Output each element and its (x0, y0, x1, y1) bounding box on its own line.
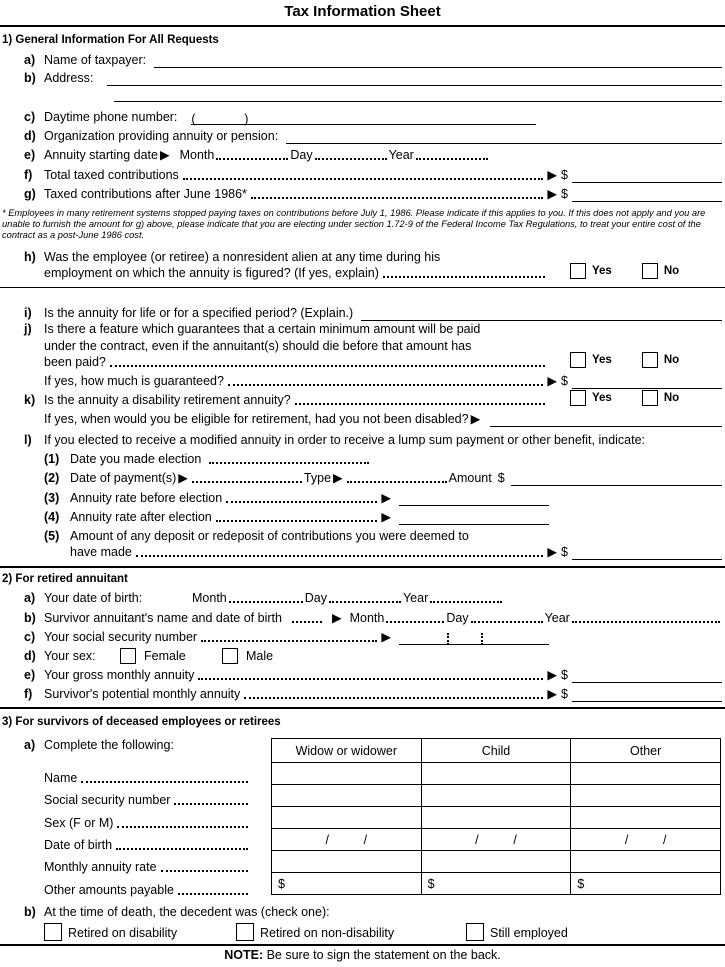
table-cell[interactable] (421, 785, 571, 807)
table-cell[interactable]: / / (421, 829, 571, 851)
address-field-2[interactable] (114, 90, 722, 102)
column-header: Child (421, 739, 571, 763)
year-label: Year (544, 611, 570, 625)
year-label: Year (402, 591, 429, 605)
item-letter: a) (24, 53, 36, 67)
guarantee-yes-checkbox[interactable] (570, 352, 586, 368)
arrow-icon: ▶ (381, 510, 391, 524)
annuity-period-label: Is the annuity for life or for a specified period? (Explain.) (44, 306, 354, 320)
arrow-icon: ▶ (547, 545, 558, 559)
eligibility-field[interactable] (490, 415, 722, 427)
annuity-period-field[interactable] (361, 309, 722, 321)
table-cell[interactable] (571, 807, 721, 829)
table-row (272, 807, 721, 829)
organization-label: Organization providing annuity or pension: (44, 129, 279, 143)
type-field[interactable] (347, 481, 447, 483)
table-cell[interactable] (571, 785, 721, 807)
item-letter: a) (24, 591, 36, 605)
table-cell[interactable] (571, 851, 721, 873)
guarantee-question-line3: been paid? (44, 355, 106, 369)
day-field[interactable] (315, 158, 387, 160)
month-label: Month (349, 611, 385, 625)
gross-annuity-label: Your gross monthly annuity (44, 668, 195, 682)
male-label: Male (246, 649, 274, 663)
female-label: Female (144, 649, 186, 663)
disability-label: Is the annuity a disability retirement annuity? (44, 393, 291, 407)
month-field[interactable] (216, 158, 288, 160)
rate-before-field[interactable] (399, 494, 549, 506)
currency: $ (561, 187, 568, 201)
amount-field[interactable] (511, 474, 722, 486)
section-3-header: 3) For survivors of deceased employees or retirees (2, 716, 281, 728)
month-label: Month (179, 148, 215, 162)
arrow-icon: ▶ (178, 471, 188, 485)
item-letter: j) (24, 322, 32, 336)
item-letter: e) (24, 148, 36, 162)
currency: $ (561, 168, 568, 182)
male-checkbox[interactable] (222, 648, 238, 664)
page-title: Tax Information Sheet (284, 3, 441, 20)
item-letter: b) (24, 905, 36, 919)
contributions-after-1986-label: Taxed contributions after June 1986* (44, 187, 247, 201)
note-label: NOTE: (224, 948, 264, 962)
row-label: Other amounts payable (44, 882, 174, 897)
address-field-1[interactable] (107, 74, 722, 86)
table-row (272, 829, 721, 851)
survivor-annuity-field[interactable] (572, 690, 722, 702)
dob-month-field[interactable] (229, 601, 303, 603)
guarantee-question-line2: under the contract, even if the annuitant(s) should die before that amount has (44, 339, 472, 353)
table-cell[interactable] (571, 763, 721, 785)
row-label: Social security number (44, 793, 171, 808)
item-number: (1) (44, 452, 60, 466)
item-letter: h) (24, 250, 36, 264)
item-letter: f) (24, 687, 33, 701)
complete-label: Complete the following: (44, 738, 174, 752)
item-letter: c) (24, 630, 36, 644)
arrow-icon: ▶ (381, 491, 391, 505)
disability-yes-checkbox[interactable] (570, 390, 586, 406)
section-2-header: 2) For retired annuitant (2, 573, 128, 585)
payment-date-label: Date of payment(s) (70, 471, 177, 485)
item-number: (3) (44, 491, 60, 505)
item-letter: l) (24, 433, 32, 447)
survivors-table (271, 738, 721, 895)
column-header: Other (571, 739, 721, 763)
rate-after-label: Annuity rate after election (70, 510, 212, 524)
table-cell[interactable]: / / (571, 829, 721, 851)
phone-field[interactable] (191, 113, 536, 125)
taxpayer-name-label: Name of taxpayer: (44, 53, 147, 67)
arrow-icon: ▶ (159, 148, 170, 162)
retired-non-disability-label: Retired on non-disability (260, 926, 395, 940)
sex-label: Your sex: (44, 649, 96, 663)
item-letter: a) (24, 738, 36, 752)
type-label: Type (303, 471, 332, 485)
yes-label: Yes (592, 265, 612, 277)
row-label: Sex (F or M) (44, 815, 114, 830)
rate-before-label: Annuity rate before election (70, 491, 223, 505)
payment-date-field[interactable] (192, 481, 302, 483)
note-text: Be sure to sign the statement on the back. (263, 948, 501, 962)
no-label: No (663, 265, 680, 277)
election-date-label: Date you made election (70, 452, 202, 466)
nonresident-question-line2: employment on which the annuity is figured? (If yes, explain) (44, 266, 379, 280)
item-letter: b) (24, 71, 36, 85)
item-letter: g) (24, 187, 36, 201)
yes-label: Yes (592, 354, 612, 366)
currency: $ (561, 687, 568, 701)
table-cell[interactable] (421, 807, 571, 829)
start-date-label: Annuity starting date (44, 148, 158, 162)
table-cell[interactable] (421, 851, 571, 873)
dob-year-field[interactable] (430, 601, 502, 603)
survivor-year-field[interactable] (572, 621, 720, 623)
table-row (272, 873, 721, 895)
year-field[interactable] (416, 158, 488, 160)
year-label: Year (388, 148, 414, 162)
row-label: Name (44, 771, 78, 785)
currency: $ (561, 668, 568, 682)
decedent-status-label: At the time of death, the decedent was (check one): (44, 905, 330, 919)
table-cell[interactable] (272, 851, 422, 873)
taxpayer-name-field[interactable] (154, 56, 722, 68)
table-cell[interactable] (421, 763, 571, 785)
day-label: Day (290, 148, 313, 162)
retired-non-disability-checkbox[interactable] (236, 923, 254, 941)
yes-label: Yes (592, 392, 612, 404)
dob-label: Your date of birth: (44, 591, 143, 605)
table-row (272, 785, 721, 807)
retired-disability-label: Retired on disability (68, 926, 178, 940)
survivor-label: Survivor annuitant's name and date of birth (44, 611, 282, 625)
ssn-field[interactable] (399, 633, 549, 645)
deposit-label: Amount of any deposit or redeposit of contributions you were deemed to (70, 529, 469, 543)
row-label: Date of birth (44, 837, 113, 852)
item-number: (4) (44, 510, 60, 524)
gross-annuity-field[interactable] (572, 671, 722, 683)
month-label: Month (192, 591, 227, 605)
arrow-icon: ▶ (381, 630, 391, 644)
item-letter: d) (24, 129, 36, 143)
arrow-icon: ▶ (470, 412, 481, 426)
survivor-annuity-label: Survivor's potential monthly annuity (44, 687, 241, 701)
modified-annuity-label: If you elected to receive a modified annuity in order to receive a lump sum payment or other benefit, indicate: (44, 433, 646, 447)
table-cell[interactable]: $ (421, 873, 571, 895)
rate-after-field[interactable] (399, 513, 549, 525)
nonresident-question: Was the employee (or retiree) a nonresident alien at any time during his (44, 250, 441, 264)
section-1-header: 1) General Information For All Requests (2, 34, 219, 46)
still-employed-checkbox[interactable] (466, 923, 484, 941)
arrow-icon: ▶ (547, 168, 558, 182)
arrow-icon: ▶ (547, 187, 558, 201)
election-date-field[interactable] (209, 462, 369, 464)
total-contributions-label: Total taxed contributions (44, 168, 179, 182)
item-letter: b) (24, 611, 36, 625)
ssn-label: Your social security number (44, 630, 198, 644)
deposit-field[interactable] (572, 548, 722, 560)
dob-day-field[interactable] (329, 601, 401, 603)
row-label: Monthly annuity rate (44, 860, 157, 875)
item-letter: d) (24, 649, 36, 663)
table-cell[interactable]: $ (571, 873, 721, 895)
guaranteed-amount-label: If yes, how much is guaranteed? (44, 374, 224, 388)
day-label: Day (446, 611, 469, 625)
item-number: (5) (44, 529, 60, 543)
guaranteed-amount-field[interactable] (572, 377, 722, 389)
table-cell[interactable]: / / (272, 829, 422, 851)
total-contributions-field[interactable] (572, 171, 722, 183)
table-row (272, 763, 721, 785)
female-checkbox[interactable] (120, 648, 136, 664)
survivor-month-field[interactable] (386, 621, 444, 623)
no-label: No (663, 392, 680, 404)
address-label: Address: (44, 71, 94, 85)
arrow-icon: ▶ (333, 471, 343, 485)
deposit-label-line2: have made (70, 545, 132, 559)
amount-label: Amount (448, 471, 492, 485)
signature-note (0, 948, 725, 962)
eligibility-label: If yes, when would you be eligible for retirement, had you not been disabled? (44, 412, 469, 426)
retired-disability-checkbox[interactable] (44, 923, 62, 941)
arrow-icon: ▶ (547, 374, 558, 388)
survivor-day-field[interactable] (471, 621, 543, 623)
column-header: Widow or widower (272, 739, 422, 763)
item-letter: k) (24, 393, 36, 407)
currency: $ (497, 471, 505, 485)
arrow-icon: ▶ (547, 668, 558, 682)
no-label: No (663, 354, 680, 366)
disability-no-checkbox[interactable] (642, 390, 658, 406)
table-row (272, 851, 721, 873)
area-code-parens: ( ) (191, 112, 249, 126)
table-cell[interactable]: $ (272, 873, 422, 895)
currency: $ (561, 545, 568, 559)
item-number: (2) (44, 471, 60, 485)
item-letter: c) (24, 110, 36, 124)
table-cell[interactable] (272, 763, 422, 785)
currency: $ (561, 374, 568, 388)
organization-field[interactable] (286, 132, 722, 144)
item-letter: e) (24, 668, 36, 682)
item-letter: i) (24, 306, 32, 320)
item-letter: f) (24, 168, 33, 182)
guarantee-question: Is there a feature which guarantees that a certain minimum amount will be paid (44, 322, 481, 336)
footnote: * Employees in many retirement systems stopped paying taxes on contributions before July 1, 1986. Please indicate if this applies to you. If this does not apply and you are unable to furnish the amount for g) above, please indicate that you are electing under section 1.72-9 of the Federal Income Tax Regulations, to treat your entire cost of the contract as a post-June 1986 cost. (2, 208, 706, 240)
arrow-icon: ▶ (331, 611, 342, 625)
still-employed-label: Still employed (490, 926, 568, 940)
contributions-after-1986-field[interactable] (572, 190, 722, 202)
arrow-icon: ▶ (547, 687, 558, 701)
phone-label: Daytime phone number: (44, 110, 178, 124)
day-label: Day (304, 591, 327, 605)
table-cell[interactable] (272, 785, 422, 807)
guarantee-no-checkbox[interactable] (642, 352, 658, 368)
table-cell[interactable] (272, 807, 422, 829)
